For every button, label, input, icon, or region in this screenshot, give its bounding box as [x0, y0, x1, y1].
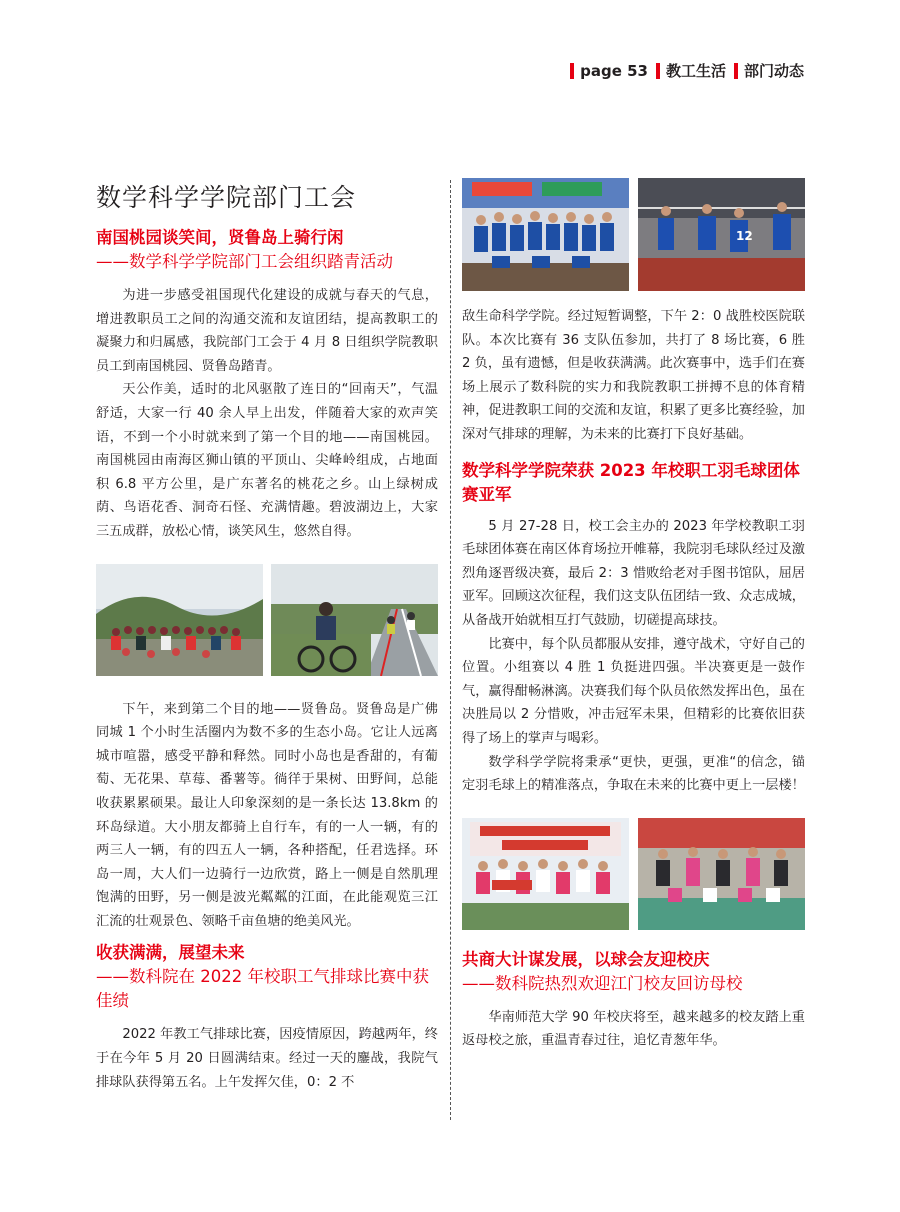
header-bar-marker [656, 63, 660, 79]
article-subtitle: ——数科院在 2022 年校职工气排球比赛中获佳绩 [96, 967, 429, 1011]
page-header [570, 60, 804, 81]
header-bar-marker [570, 63, 574, 79]
right-column [462, 178, 805, 1053]
breadcrumb-section: 教工生活 [665, 62, 726, 80]
article-title: 收获满满，展望未来 [96, 943, 245, 963]
article-paragraph: 天公作美，适时的北风驱散了连日的“回南天”，气温舒适，大家一行 40 余人早上出发，伴随着大家的欢声笑语，不到一个小时就来到了第一个目的地——南国桃园。南国桃园由南海区狮山镇的平顶山、尖峰岭组成，占地面积 6.8 平方公里，是广东著名的桃花之乡。山上绿树成荫、鸟语花香、洞奇石怪、充满情趣。碧波湖边上，大家三五成群，放松心情，谈笑风生，悠然自得。 [96, 382, 438, 539]
breadcrumb-subsection: 部门动态 [743, 62, 804, 80]
section-title: 数学科学学院部门工会 [96, 183, 357, 212]
left-column [96, 178, 438, 1094]
article-paragraph: 数学科学学院将秉承“更快，更强，更准“的信念，锚定羽毛球上的精准落点，争取在未来的比赛中更上一层楼！ [462, 754, 805, 794]
article-title: 南国桃园谈笑间，贤鲁岛上骑行闲 [96, 228, 344, 247]
badminton-team-photo [462, 818, 629, 930]
article-paragraph: 为进一步感受祖国现代化建设的成就与春天的气息，增进教职员工之间的沟通交流和友谊团结，提高教职工的凝聚力和归属感，我院部门工会于 4 月 8 日组织学院教职员工到南国桃园、贤鲁岛踏青。 [96, 288, 438, 374]
page-number: page 53 [580, 61, 648, 80]
photo-row [96, 564, 438, 676]
article-paragraph: 下午，来到第二个目的地——贤鲁岛。贤鲁岛是广佛同城 1 个小时生活圈内为数不多的生态小岛。它让人远离城市喧嚣，感受平静和释然。同时小岛也是香甜的，有葡萄、无花果、草莓、番薯等。徜徉于果树、田野间，总能收获累累硕果。最让人印象深刻的是一条长达 13.8km 的环岛绿道。大小朋友都骑上自行车，有的一人一辆，有的两三人一辆，有的四五人一辆，各种搭配，任君选择。环岛一周，大人们一边骑行一边欣赏，路上一侧是自然肌理饱满的田野，另一侧是波光粼粼的江面，在此能观览三江汇流的壮观景色、领略千亩鱼塘的绝美风光。 [96, 701, 438, 929]
column-divider [450, 180, 451, 1120]
volleyball-team-photo [462, 178, 629, 291]
article-paragraph: 华南师范大学 90 年校庆将至，越来越多的校友踏上重返母校之旅，重温青春过往，追忆青葱年华。 [462, 1009, 805, 1049]
header-bar-marker [734, 63, 738, 79]
photo-row [462, 818, 805, 930]
badminton-hall-photo [638, 818, 805, 930]
svg-text:12: 12 [736, 229, 753, 243]
article-paragraph: 敌生命科学学院。经过短暂调整，下午 2：0 战胜校医院联队。本次比赛有 36 支队伍参加，共打了 8 场比赛，6 胜 2 负，虽有遗憾，但是收获满满。此次赛事中，选手们在赛场上展示了数科院的实力和我院教职工拼搏不息的体育精神，促进教职工间的交流和友谊，积累了更多比赛经验，加深对气排球的理解，为未来的比赛打下良好基础。 [462, 309, 805, 442]
article-title: 数学科学学院荣获 2023 年校职工羽毛球团体赛亚军 [462, 460, 800, 504]
article-paragraph: 比赛中，每个队员都服从安排，遵守战术，守好自己的位置。小组赛以 4 胜 1 负挺进四强。半决赛更是一鼓作气，赢得酣畅淋漓。决赛我们每个队员依然发挥出色，虽在决胜局以 2 分惜败，冲击冠军未果，但精彩的比赛依旧获得了场上的掌声与喝彩。 [462, 636, 805, 746]
volleyball-court-photo [638, 178, 805, 291]
article-subtitle: ——数学科学学院部门工会组织踏青活动 [96, 252, 393, 271]
article-subtitle: ——数科院热烈欢迎江门校友回访母校 [462, 973, 743, 993]
article-paragraph: 2022 年教工气排球比赛，因疫情原因，跨越两年，终于在今年 5 月 20 日圆满结束。经过一天的鏖战，我院气排球队获得第五名。上午发挥欠佳，0：2 不 [96, 1027, 438, 1090]
group-photo [96, 564, 263, 676]
article-title: 共商大计谋发展，以球会友迎校庆 [462, 949, 710, 969]
photo-row [462, 178, 805, 291]
article-paragraph: 5 月 27-28 日，校工会主办的 2023 年学校教职工羽毛球团体赛在南区体育场拉开帷幕，我院羽毛球队经过及激烈角逐晋级决赛，最后 2：3 惜败给老对手图书馆队，屈居亚军。回顾这次征程，我们这支队伍团结一致、众志成城，从备战开始就相互打气鼓励，切磋提高球技。 [462, 518, 805, 628]
cycling-photo [271, 564, 438, 676]
